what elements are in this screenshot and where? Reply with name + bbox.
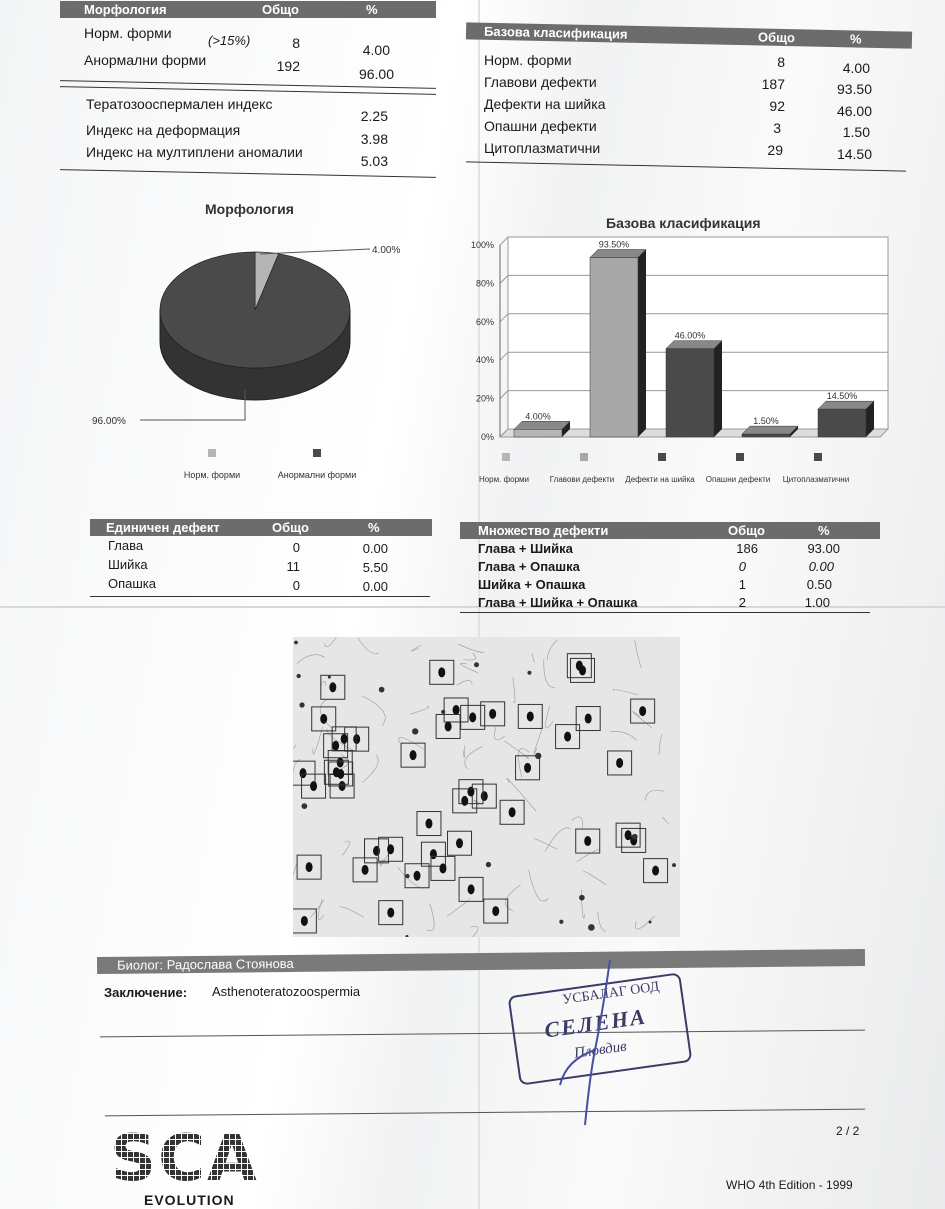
- sperm-head: [467, 787, 474, 797]
- multiple-defects-row-percent: 93.00: [807, 541, 840, 556]
- sperm-tail: [458, 644, 484, 653]
- multiple-defects-row-percent: 1.00: [804, 595, 830, 610]
- sperm-head: [337, 758, 344, 768]
- debris-particle: [527, 671, 531, 675]
- base-row-percent: 14.50: [836, 146, 872, 162]
- base-table-percent-col: %: [849, 31, 862, 47]
- pie-legend-label: Норм. форми: [183, 470, 241, 480]
- sperm-tail: [663, 817, 669, 824]
- svg-text:SCA: SCA: [110, 1128, 259, 1188]
- debris-particle: [559, 920, 563, 924]
- base-row-label: Норм. форми: [484, 52, 572, 68]
- multiple-defects-row-total: 186: [736, 541, 758, 556]
- single-defect-header: [90, 519, 432, 536]
- single-defect-row-total: 0: [292, 578, 300, 593]
- single-defect-row-label: Опашка: [108, 576, 157, 591]
- morphology-pie-chart: [60, 225, 480, 525]
- stamp-line-1: УСБАЛАГ ООД: [561, 979, 661, 1008]
- morphology-total-col: Общо: [262, 2, 299, 17]
- sperm-tail: [463, 653, 475, 660]
- sperm-tail: [635, 916, 654, 929]
- index-value: 3.98: [360, 131, 388, 147]
- pie-legend-swatch: [208, 449, 216, 457]
- single-defect-row-label: Шийка: [108, 557, 148, 572]
- bar-legend-label: Главови дефекти: [549, 475, 615, 484]
- sperm-tail: [342, 841, 350, 856]
- pie-legend-swatch: [313, 449, 321, 457]
- sperm-tail: [610, 731, 637, 740]
- multiple-defects-row-label: Глава + Шийка + Опашка: [478, 595, 638, 610]
- single-defect-total-col: Общо: [272, 520, 309, 535]
- morphology-table-header: [60, 1, 436, 18]
- pie-chart-title: Морфология: [205, 201, 294, 217]
- bar-chart-ytick: 100%: [470, 240, 494, 250]
- base-row-total: 187: [761, 76, 785, 92]
- sperm-tail: [598, 911, 606, 931]
- sperm-tail: [534, 727, 543, 754]
- sperm-tail: [635, 640, 642, 668]
- sperm-head: [301, 916, 308, 926]
- sperm-tail: [534, 839, 557, 849]
- base-row-label: Дефекти на шийка: [484, 96, 606, 112]
- bar-chart-grid-diagonal: [500, 237, 508, 245]
- sperm-tail: [320, 700, 331, 728]
- sperm-head: [438, 667, 445, 677]
- base-table-rule: [466, 161, 906, 171]
- signature-line: [105, 1109, 865, 1117]
- sperm-tail: [380, 853, 389, 866]
- bar-legend-label: Дефекти на шийка: [625, 475, 695, 484]
- sperm-head: [524, 763, 531, 773]
- multiple-defects-title: Множество дефекти: [478, 523, 609, 538]
- page-number: 2 / 2: [836, 1124, 860, 1138]
- sca-logo-mark: [110, 1128, 280, 1188]
- bar-data-label: 46.00%: [674, 330, 706, 341]
- multiple-defects-row-percent: 0.50: [806, 577, 832, 592]
- multiple-defects-header: [460, 522, 880, 539]
- sperm-head: [564, 732, 571, 742]
- bar: [590, 257, 638, 437]
- base-row-label: Главови дефекти: [484, 74, 597, 90]
- sperm-tail: [659, 734, 663, 754]
- debris-particle: [672, 863, 676, 867]
- index-value: 2.25: [360, 108, 388, 124]
- bar-top: [666, 341, 722, 349]
- sperm-head: [616, 758, 623, 768]
- debris-particle: [579, 895, 585, 901]
- single-defect-row-percent: 0.00: [362, 579, 388, 594]
- debris-particle: [588, 924, 595, 931]
- conclusion-line: [100, 1030, 865, 1038]
- base-table-title: Базова класификация: [483, 23, 628, 42]
- base-table-total-col: Общо: [757, 29, 796, 46]
- multiple-defects-row-label: Глава + Шийка: [478, 541, 573, 556]
- sperm-head: [320, 714, 327, 724]
- sperm-head: [639, 706, 646, 716]
- bar-chart-ytick: 80%: [475, 278, 494, 289]
- sperm-tail: [613, 689, 638, 694]
- debris-particle: [535, 753, 541, 759]
- bar-legend-swatch: [814, 453, 822, 461]
- sperm-tail: [293, 864, 296, 890]
- debris-particle: [294, 641, 298, 645]
- sperm-head: [306, 862, 313, 872]
- bar-top: [514, 421, 570, 429]
- base-row-total: 29: [767, 142, 783, 158]
- base-row-label: Цитоплазматични: [484, 140, 601, 156]
- sperm-head: [489, 709, 496, 719]
- pie-data-label: 96.00%: [92, 416, 126, 427]
- sperm-tail: [411, 645, 420, 651]
- sperm-tail: [547, 639, 557, 660]
- base-row-percent: 4.00: [842, 60, 870, 76]
- sperm-tail: [465, 747, 482, 769]
- sperm-head: [310, 781, 317, 791]
- bar: [742, 434, 790, 437]
- bar-chart-grid-diagonal: [500, 314, 508, 322]
- debris-particle: [474, 662, 479, 667]
- sperm-head: [584, 836, 591, 846]
- sperm-tail: [532, 654, 534, 663]
- index-label: Индекс на деформация: [86, 122, 241, 138]
- debris-particle: [299, 702, 304, 707]
- debris-particle: [632, 834, 638, 840]
- multiple-defects-row-percent: 0.00: [808, 559, 834, 574]
- sperm-tail: [507, 778, 537, 811]
- multiple-defects-row-total: 2: [738, 595, 746, 610]
- biologist-bar: [97, 949, 865, 974]
- sperm-tail: [529, 870, 549, 901]
- sperm-head: [492, 906, 499, 916]
- sperm-head: [652, 866, 659, 876]
- sperm-tail: [297, 655, 325, 664]
- bar-legend-swatch: [658, 453, 666, 461]
- bar-data-label: 14.50%: [826, 391, 858, 402]
- base-classification-bar-chart: [470, 235, 930, 495]
- sperm-tail: [470, 927, 478, 937]
- base-table-header: [466, 22, 912, 48]
- debris-particle: [486, 862, 491, 867]
- conclusion-label: Заключение:: [104, 985, 188, 1000]
- multiple-defects-rule: [460, 612, 870, 613]
- pie-slice: [160, 252, 350, 368]
- debris-particle: [301, 803, 307, 809]
- morphology-row-percent: 4.00: [362, 42, 390, 58]
- sperm-head: [362, 865, 369, 875]
- multiple-defects-row-total: 0: [738, 559, 746, 574]
- bar: [514, 429, 562, 437]
- sperm-head: [453, 705, 460, 715]
- bar: [818, 409, 866, 437]
- sperm-tail: [340, 907, 364, 918]
- multiple-defects-row-label: Глава + Опашка: [478, 559, 580, 574]
- multiple-defects-row-label: Шийка + Опашка: [478, 577, 586, 592]
- stamp-line-3: Пловдив: [573, 1038, 628, 1062]
- bar-legend-label: Цитоплазматични: [782, 475, 850, 484]
- base-row-total: 8: [777, 54, 785, 70]
- bar-chart-ytick: 20%: [475, 393, 494, 404]
- bar-legend-swatch: [502, 453, 510, 461]
- sperm-head: [425, 819, 432, 829]
- base-row-total: 3: [773, 120, 781, 136]
- sperm-tail: [474, 800, 483, 805]
- sperm-tail: [362, 755, 378, 782]
- sperm-tail: [325, 637, 346, 647]
- sperm-head: [461, 796, 468, 806]
- multiple-defects-row-total: 1: [738, 577, 746, 592]
- base-row-percent: 1.50: [842, 124, 870, 140]
- debris-particle: [412, 728, 418, 734]
- bar-chart-grid-diagonal: [500, 275, 508, 283]
- debris-particle: [405, 935, 408, 937]
- sperm-head: [585, 714, 592, 724]
- bar-chart-grid-diagonal: [500, 352, 508, 360]
- bar-legend-label: Опашни дефекти: [705, 475, 771, 484]
- morphology-row-percent: 96.00: [358, 66, 394, 82]
- single-defect-row-percent: 0.00: [362, 541, 388, 556]
- debris-particle: [328, 676, 331, 679]
- sperm-head: [439, 863, 446, 873]
- bar-data-label: 93.50%: [598, 239, 630, 250]
- logo-subtitle: EVOLUTION: [144, 1192, 235, 1208]
- sperm-tail: [495, 727, 505, 740]
- sperm-tail: [513, 677, 515, 703]
- biologist-name: Биолог: Радослава Стоянова: [116, 955, 294, 973]
- sperm-microscopy-image: [293, 637, 680, 937]
- sperm-head: [300, 768, 307, 778]
- sperm-head: [414, 871, 421, 881]
- morphology-row-label: Анормални форми: [84, 52, 207, 68]
- bar-side: [714, 341, 722, 437]
- sperm-head: [509, 807, 516, 817]
- base-row-percent: 46.00: [836, 103, 872, 119]
- bar-data-label: 4.00%: [525, 411, 551, 422]
- handwritten-signature: [540, 955, 660, 1135]
- sperm-head: [387, 844, 394, 854]
- sperm-head: [387, 908, 394, 918]
- sperm-tail: [463, 745, 465, 757]
- morphology-row-total: 192: [276, 58, 300, 74]
- bar-legend-swatch: [580, 453, 588, 461]
- morphology-row-total: 8: [292, 35, 300, 51]
- stamp-line-2: СЕЛЕНА: [542, 1003, 649, 1043]
- sperm-tail: [293, 759, 300, 783]
- bar: [666, 349, 714, 437]
- base-row-total: 92: [769, 98, 785, 114]
- debris-particle: [297, 674, 301, 678]
- debris-particle: [379, 687, 385, 693]
- debris-particle: [405, 874, 409, 878]
- index-label: Тератозооспермален индекс: [86, 96, 273, 112]
- sperm-tail: [427, 903, 434, 930]
- debris-particle: [649, 920, 652, 923]
- microscopy-detections: [293, 637, 680, 937]
- sperm-head: [333, 767, 340, 777]
- bar-data-label: 1.50%: [753, 416, 779, 427]
- index-label: Индекс на мултиплени аномалии: [86, 144, 303, 160]
- bar-chart-ytick: 40%: [475, 355, 494, 366]
- sperm-head: [329, 682, 336, 692]
- bar-chart-grid-diagonal: [500, 391, 508, 399]
- sperm-head: [527, 711, 534, 721]
- sperm-head: [445, 721, 452, 731]
- pie-legend-label: Анормални форми: [277, 470, 357, 480]
- sperm-tail: [583, 871, 606, 885]
- single-defect-row-total: 0: [292, 540, 300, 555]
- base-row-percent: 93.50: [836, 81, 872, 97]
- sperm-head: [353, 734, 360, 744]
- bar-side: [638, 249, 646, 437]
- sperm-tail: [572, 817, 583, 829]
- sperm-tail: [544, 659, 555, 688]
- sperm-head: [579, 665, 586, 675]
- bar-top: [742, 426, 798, 434]
- single-defect-percent-col: %: [368, 520, 380, 535]
- indices-bottom-rule: [60, 169, 436, 178]
- conclusion-value: Asthenoteratozoospermia: [212, 984, 361, 999]
- morphology-row-label: Норм. форми: [84, 25, 172, 41]
- sperm-tail: [545, 705, 553, 728]
- single-defect-row-label: Глава: [108, 538, 144, 553]
- sperm-tail: [581, 890, 585, 919]
- morphology-row-note: (>15%): [208, 33, 251, 48]
- bar-legend-label: Норм. форми: [478, 475, 530, 484]
- single-defect-row-percent: 5.50: [362, 560, 388, 575]
- debris-particle: [441, 710, 445, 714]
- sperm-head: [456, 838, 463, 848]
- pie-leader-line: [260, 249, 370, 254]
- morphology-percent-col: %: [366, 2, 378, 17]
- sperm-tail: [545, 828, 570, 852]
- index-value: 5.03: [360, 153, 388, 169]
- sperm-head: [469, 712, 476, 722]
- sperm-tail: [410, 707, 429, 715]
- sperm-tail: [358, 638, 379, 654]
- sperm-head: [341, 734, 348, 744]
- sperm-head: [332, 741, 339, 751]
- bar-legend-swatch: [736, 453, 744, 461]
- sperm-tail: [645, 790, 664, 801]
- bar-chart-title: Базова класификация: [606, 215, 761, 231]
- bar-top: [590, 249, 646, 257]
- morphology-title: Морфология: [84, 2, 167, 17]
- sperm-head: [410, 750, 417, 760]
- single-defect-title: Единичен дефект: [106, 520, 220, 535]
- multiple-defects-percent-col: %: [818, 523, 830, 538]
- bar-top: [818, 401, 874, 409]
- single-defect-row-total: 11: [286, 559, 300, 574]
- sperm-tail: [577, 849, 599, 862]
- sperm-tail: [399, 737, 426, 750]
- bar-chart-ytick: 0%: [480, 432, 494, 442]
- base-row-label: Опашни дефекти: [484, 118, 597, 134]
- sperm-head: [468, 884, 475, 894]
- edition-text: WHO 4th Edition - 1999: [726, 1178, 853, 1192]
- multiple-defects-total-col: Общо: [728, 523, 765, 538]
- sperm-head: [481, 791, 488, 801]
- bar-chart-ytick: 60%: [475, 316, 494, 327]
- sca-logo: [110, 1128, 280, 1208]
- sperm-tail: [362, 696, 385, 726]
- single-defect-rule: [90, 596, 430, 597]
- sperm-tail: [457, 680, 472, 685]
- pie-data-label: 4.00%: [372, 245, 401, 256]
